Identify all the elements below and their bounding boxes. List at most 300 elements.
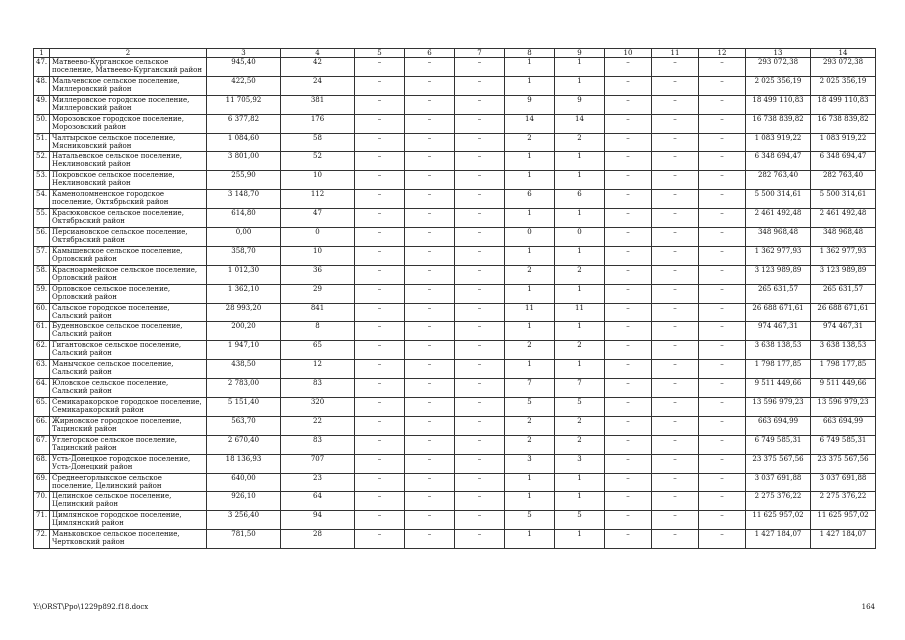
column-header-8: 8 [505,49,555,58]
value-cell: – [652,473,699,492]
footer-file-path: Y:\ORST\Ppo\1229p892.f18.docx [33,603,149,611]
value-cell: – [652,511,699,530]
value-cell: – [405,379,455,398]
column-header-10: 10 [605,49,652,58]
value-cell: 5 [555,511,605,530]
row-number-cell: 70. [34,492,50,511]
value-cell: – [455,95,505,114]
value-cell: – [699,473,746,492]
value-cell: 3 638 138,53 [811,341,876,360]
value-cell: 22 [281,416,355,435]
table-body [34,58,876,549]
value-cell: – [699,360,746,379]
value-cell: – [405,530,455,549]
value-cell: – [455,246,505,265]
value-cell: 6 [505,190,555,209]
value-cell: 6 377,82 [207,114,281,133]
row-number-cell: 58. [34,265,50,284]
value-cell: – [652,379,699,398]
settlement-name-cell: Гигантовское сельское поселение, Сальский район [50,341,207,360]
value-cell: – [355,284,405,303]
value-cell: – [355,379,405,398]
value-cell: – [355,171,405,190]
value-cell: – [652,284,699,303]
value-cell: 5 [505,398,555,417]
value-cell: – [405,284,455,303]
value-cell: – [652,454,699,473]
value-cell: 348 968,48 [746,228,811,247]
value-cell: 10 [281,246,355,265]
settlement-name-cell: Жирновское городское поселение, Тацинский район [50,416,207,435]
value-cell: – [699,454,746,473]
value-cell: – [355,454,405,473]
value-cell: 7 [505,379,555,398]
value-cell: – [605,435,652,454]
value-cell: 265 631,57 [746,284,811,303]
value-cell: 293 072,38 [746,58,811,77]
value-cell: 2 461 492,48 [811,209,876,228]
value-cell: – [355,76,405,95]
value-cell: – [605,492,652,511]
value-cell: – [355,492,405,511]
value-cell: 2 [555,265,605,284]
value-cell: 52 [281,152,355,171]
value-cell: 1 [505,322,555,341]
value-cell: 14 [555,114,605,133]
settlement-name-cell: Матвеево-Курганское сельское поселение, Матвеево-Курганский район [50,58,207,77]
value-cell: – [699,530,746,549]
value-cell: 0,00 [207,228,281,247]
row-number-cell: 64. [34,379,50,398]
value-cell: – [405,152,455,171]
value-cell: – [455,416,505,435]
value-cell: – [355,511,405,530]
value-cell: 841 [281,303,355,322]
value-cell: 781,50 [207,530,281,549]
value-cell: 1 362,10 [207,284,281,303]
value-cell: 1 427 184,07 [746,530,811,549]
value-cell: 1 084,60 [207,133,281,152]
settlement-name-cell: Цимлянское городское поселение, Цимлянский район [50,511,207,530]
row-number-cell: 53. [34,171,50,190]
value-cell: – [605,209,652,228]
value-cell: – [605,454,652,473]
value-cell: – [405,435,455,454]
table-row [34,454,876,473]
value-cell: – [455,473,505,492]
value-cell: 358,70 [207,246,281,265]
value-cell: – [455,322,505,341]
settlement-name-cell: Буденновское сельское поселение, Сальский район [50,322,207,341]
value-cell: – [405,228,455,247]
value-cell: 6 348 694,47 [811,152,876,171]
settlement-name-cell: Сальское городское поселение, Сальский район [50,303,207,322]
value-cell: 9 [505,95,555,114]
value-cell: 3 801,00 [207,152,281,171]
value-cell: 28 993,20 [207,303,281,322]
value-cell: – [405,511,455,530]
value-cell: 5 151,40 [207,398,281,417]
value-cell: 1 [505,530,555,549]
value-cell: – [699,416,746,435]
value-cell: 1 [555,322,605,341]
value-cell: 422,50 [207,76,281,95]
value-cell: – [699,228,746,247]
value-cell: 1 012,30 [207,265,281,284]
value-cell: 2 [505,416,555,435]
value-cell: – [652,435,699,454]
column-header-4: 4 [281,49,355,58]
table-row [34,398,876,417]
row-number-cell: 49. [34,95,50,114]
value-cell: 8 [281,322,355,341]
value-cell: 18 499 110,83 [811,95,876,114]
table-row [34,492,876,511]
value-cell: 3 256,40 [207,511,281,530]
settlement-name-cell: Миллеровское городское поселение, Миллеровский район [50,95,207,114]
value-cell: – [455,58,505,77]
row-number-cell: 56. [34,228,50,247]
value-cell: 2 [505,265,555,284]
value-cell: – [652,171,699,190]
row-number-cell: 62. [34,341,50,360]
value-cell: – [605,190,652,209]
value-cell: 5 500 314,61 [811,190,876,209]
value-cell: 974 467,31 [746,322,811,341]
value-cell: 26 688 671,61 [746,303,811,322]
value-cell: 282 763,40 [811,171,876,190]
row-number-cell: 72. [34,530,50,549]
value-cell: 11 625 957,02 [746,511,811,530]
value-cell: – [405,114,455,133]
value-cell: – [455,530,505,549]
value-cell: – [652,58,699,77]
value-cell: – [455,133,505,152]
table-row [34,58,876,77]
settlement-name-cell: Красюковское сельское поселение, Октябрьский район [50,209,207,228]
row-number-cell: 55. [34,209,50,228]
value-cell: 5 [555,398,605,417]
value-cell: – [605,114,652,133]
value-cell: 11 625 957,02 [811,511,876,530]
table-row [34,190,876,209]
value-cell: – [355,246,405,265]
value-cell: – [405,76,455,95]
value-cell: 2 275 376,22 [746,492,811,511]
table-row [34,435,876,454]
value-cell: 13 596 979,23 [746,398,811,417]
value-cell: 1 362 977,93 [746,246,811,265]
value-cell: – [355,228,405,247]
column-header-14: 14 [811,49,876,58]
value-cell: – [652,246,699,265]
value-cell: – [699,133,746,152]
settlement-name-cell: Красноармейское сельское поселение, Орловский район [50,265,207,284]
value-cell: – [699,322,746,341]
value-cell: 2 461 492,48 [746,209,811,228]
value-cell: – [652,398,699,417]
value-cell: 47 [281,209,355,228]
value-cell: – [405,454,455,473]
value-cell: 438,50 [207,360,281,379]
value-cell: – [652,190,699,209]
value-cell: 255,90 [207,171,281,190]
value-cell: – [455,228,505,247]
row-number-cell: 71. [34,511,50,530]
value-cell: 2 275 376,22 [811,492,876,511]
value-cell: – [652,360,699,379]
value-cell: 2 [505,435,555,454]
column-header-1: 1 [34,49,50,58]
value-cell: 58 [281,133,355,152]
value-cell: – [699,435,746,454]
value-cell: – [405,265,455,284]
value-cell: – [699,341,746,360]
table-row [34,360,876,379]
value-cell: 94 [281,511,355,530]
value-cell: 1 [555,360,605,379]
value-cell: 24 [281,76,355,95]
settlement-name-cell: Усть-Донецкое городское поселение, Усть-Донецкий район [50,454,207,473]
settlement-name-cell: Морозовское городское поселение, Морозовский район [50,114,207,133]
value-cell: 13 596 979,23 [811,398,876,417]
row-number-cell: 68. [34,454,50,473]
value-cell: 320 [281,398,355,417]
value-cell: – [699,114,746,133]
value-cell: 0 [281,228,355,247]
value-cell: 3 [505,454,555,473]
column-header-13: 13 [746,49,811,58]
value-cell: – [605,416,652,435]
table-row [34,511,876,530]
value-cell: – [405,322,455,341]
value-cell: – [455,379,505,398]
value-cell: – [455,398,505,417]
value-cell: – [455,360,505,379]
value-cell: 23 375 567,56 [811,454,876,473]
value-cell: 3 123 989,89 [746,265,811,284]
value-cell: 26 688 671,61 [811,303,876,322]
value-cell: 29 [281,284,355,303]
value-cell: – [355,95,405,114]
footer-page-number: 164 [861,603,875,611]
value-cell: – [405,341,455,360]
value-cell: 2 025 356,19 [811,76,876,95]
value-cell: – [699,398,746,417]
column-header-12: 12 [699,49,746,58]
value-cell: 2 025 356,19 [746,76,811,95]
value-cell: – [355,398,405,417]
table-row [34,246,876,265]
column-header-6: 6 [405,49,455,58]
settlement-name-cell: Углегорское сельское поселение, Тацинский район [50,435,207,454]
value-cell: 2 783,00 [207,379,281,398]
value-cell: 200,20 [207,322,281,341]
value-cell: 3 [555,454,605,473]
value-cell: 1 [505,76,555,95]
table-row [34,341,876,360]
value-cell: 83 [281,379,355,398]
value-cell: – [455,190,505,209]
value-cell: – [355,303,405,322]
value-cell: 83 [281,435,355,454]
table-row [34,209,876,228]
value-cell: 16 738 839,82 [746,114,811,133]
column-header-9: 9 [555,49,605,58]
value-cell: – [605,152,652,171]
value-cell: – [605,58,652,77]
value-cell: 3 037 691,88 [811,473,876,492]
value-cell: 1 083 919,22 [746,133,811,152]
value-cell: – [652,76,699,95]
value-cell: – [405,492,455,511]
value-cell: 1 [555,473,605,492]
value-cell: – [605,95,652,114]
value-cell: 1 [505,473,555,492]
row-number-cell: 63. [34,360,50,379]
value-cell: – [455,209,505,228]
value-cell: – [605,398,652,417]
value-cell: 1 427 184,07 [811,530,876,549]
value-cell: 112 [281,190,355,209]
value-cell: 0 [505,228,555,247]
table-row [34,284,876,303]
value-cell: – [355,190,405,209]
settlement-name-cell: Покровское сельское поселение, Неклиновский район [50,171,207,190]
settlement-name-cell: Персиановское сельское поселение, Октябрьский район [50,228,207,247]
value-cell: – [652,228,699,247]
value-cell: 6 [555,190,605,209]
row-number-cell: 52. [34,152,50,171]
row-number-cell: 48. [34,76,50,95]
value-cell: 265 631,57 [811,284,876,303]
value-cell: 1 [555,58,605,77]
value-cell: 11 705,92 [207,95,281,114]
value-cell: – [405,416,455,435]
value-cell: 1 [505,152,555,171]
value-cell: 36 [281,265,355,284]
value-cell: – [405,133,455,152]
value-cell: – [699,76,746,95]
value-cell: – [455,492,505,511]
value-cell: – [652,492,699,511]
value-cell: 5 [505,511,555,530]
value-cell: – [699,190,746,209]
value-cell: 926,10 [207,492,281,511]
value-cell: – [652,530,699,549]
settlement-name-cell: Орловское сельское поселение, Орловский район [50,284,207,303]
value-cell: – [355,114,405,133]
value-cell: – [652,209,699,228]
value-cell: – [652,133,699,152]
value-cell: 0 [555,228,605,247]
value-cell: 1 [505,58,555,77]
value-cell: – [455,284,505,303]
table-row [34,152,876,171]
value-cell: 3 148,70 [207,190,281,209]
value-cell: – [405,190,455,209]
value-cell: 1 [555,284,605,303]
value-cell: – [652,303,699,322]
value-cell: 1 [555,152,605,171]
value-cell: – [605,322,652,341]
table-row [34,265,876,284]
value-cell: 1 [555,530,605,549]
value-cell: 2 [505,133,555,152]
value-cell: – [605,341,652,360]
settlement-name-cell: Каменоломненское городское поселение, Октябрьский район [50,190,207,209]
value-cell: – [455,341,505,360]
value-cell: 1 [555,76,605,95]
value-cell: 1 [505,492,555,511]
value-cell: – [652,265,699,284]
value-cell: – [355,530,405,549]
table-row [34,133,876,152]
value-cell: – [355,152,405,171]
value-cell: – [355,133,405,152]
value-cell: – [605,511,652,530]
value-cell: – [699,171,746,190]
value-cell: 945,40 [207,58,281,77]
value-cell: – [405,209,455,228]
value-cell: 10 [281,171,355,190]
column-header-11: 11 [652,49,699,58]
row-number-cell: 60. [34,303,50,322]
value-cell: 614,80 [207,209,281,228]
row-number-cell: 66. [34,416,50,435]
value-cell: 176 [281,114,355,133]
value-cell: – [455,76,505,95]
value-cell: – [605,265,652,284]
value-cell: 1 [505,171,555,190]
value-cell: 1 [505,246,555,265]
value-cell: 1 798 177,85 [746,360,811,379]
value-cell: 2 [555,133,605,152]
value-cell: – [652,416,699,435]
value-cell: 2 [505,341,555,360]
value-cell: 663 694,99 [811,416,876,435]
value-cell: 9 511 449,66 [746,379,811,398]
value-cell: 1 083 919,22 [811,133,876,152]
value-cell: – [405,58,455,77]
value-cell: – [605,284,652,303]
row-number-cell: 54. [34,190,50,209]
value-cell: 18 499 110,83 [746,95,811,114]
value-cell: – [455,435,505,454]
settlement-name-cell: Среднеегорлыкское сельское поселение, Целинский район [50,473,207,492]
value-cell: – [605,76,652,95]
value-cell: 2 [555,341,605,360]
value-cell: – [355,322,405,341]
settlement-name-cell: Маньковское сельское поселение, Чертковский район [50,530,207,549]
value-cell: 2 [555,435,605,454]
value-cell: 7 [555,379,605,398]
value-cell: – [455,511,505,530]
value-cell: 348 968,48 [811,228,876,247]
value-cell: 3 123 989,89 [811,265,876,284]
value-cell: 381 [281,95,355,114]
value-cell: – [605,379,652,398]
value-cell: 1 798 177,85 [811,360,876,379]
value-cell: – [355,265,405,284]
value-cell: 16 738 839,82 [811,114,876,133]
table-row [34,228,876,247]
value-cell: 1 362 977,93 [811,246,876,265]
value-cell: – [699,152,746,171]
value-cell: 1 [555,209,605,228]
value-cell: 65 [281,341,355,360]
value-cell: 1 [555,171,605,190]
